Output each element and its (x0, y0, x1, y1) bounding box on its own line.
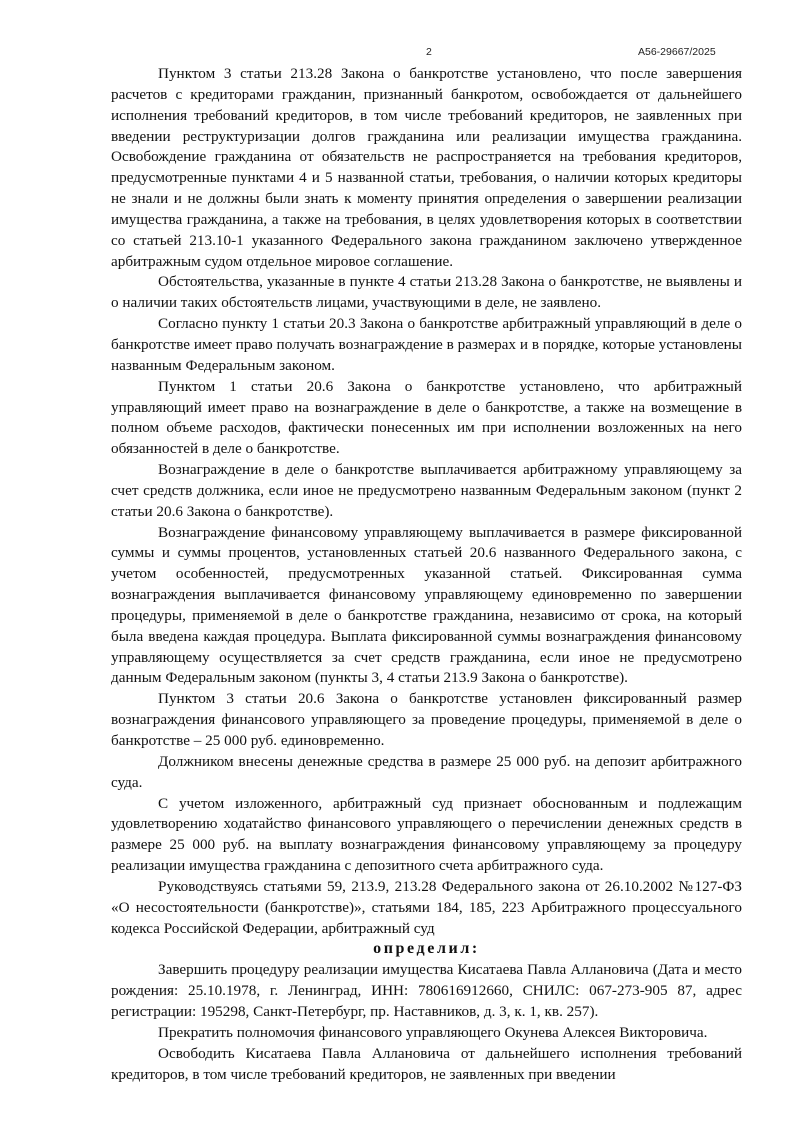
paragraph-legal-basis: Руководствуясь статьями 59, 213.9, 213.28 Федерального закона от 26.10.2002 №127-ФЗ «О несостоятельности (банкротстве)», статьями 184, 185, 223 Арбитражного процессуального кодекса Российской Федерации, арбитражный суд (111, 877, 742, 937)
page-number: 2 (426, 46, 432, 58)
paragraph-circumstances: Обстоятельства, указанные в пункте 4 статьи 213.28 Закона о банкротстве, не выявлены и о наличии таких обстоятельств лицами, участвующими в деле, не заявлено. (111, 273, 742, 312)
paragraph-manager-rights: Согласно пункту 1 статьи 20.3 Закона о банкротстве арбитражный управляющий в деле о банкротстве имеет право получать вознаграждение в размерах и в порядке, которые установлены названным Федеральным законом. (111, 315, 742, 374)
paragraph-court-finding: С учетом изложенного, арбитражный суд признает обоснованным и подлежащим удовлетворению ходатайство финансового управляющего о перечислении денежных средств в размере 25 000 руб. на выплату вознаграждения финансовому управляющему за процедуру реализации имущества гражданина с депозитного счета арбитражного суда. (111, 794, 742, 875)
paragraph-release-rule: Пунктом 3 статьи 213.28 Закона о банкротстве установлено, что после завершения расчетов с кредиторами гражданин, признанный банкротом, освобождается от дальнейшего исполнения требований кредиторов, в том числе требований кредиторов, не заявленных при введении реструктуризации долгов гражданина или реализации имущества гражданина. Освобождение гражданина от обязательств не распространяется на требования кредиторов, предусмотренные пунктами 4 и 5 названной статьи, требования, о наличии которых кредиторы не знали и не должны были знать к моменту принятия определения о завершении реализации имущества гражданина, а также на требования, в целях удовлетворения которых в соответствии со статьей 213.10-1 указанного Федерального закона гражданином заключено утвержденное арбитражным судом отдельное мировое соглашение. (111, 65, 742, 270)
ruling-release-debtor: Освободить Кисатаева Павла Аллановича от дальнейшего исполнения требований кредиторов, в том числе требований кредиторов, не заявленных при введении (111, 1044, 742, 1083)
case-number: А56-29667/2025 (638, 46, 716, 58)
paragraph-remuneration-source: Вознаграждение в деле о банкротстве выплачивается арбитражному управляющему за счет средств должника, если иное не предусмотрено названным Федеральным законом (пункт 2 статьи 20.6 Закона о банкротстве). (111, 461, 742, 520)
paragraph-deposit: Должником внесены денежные средства в размере 25 000 руб. на депозит арбитражного суда. (111, 752, 742, 791)
ruling-title: определил: (373, 940, 480, 958)
page-header (0, 46, 800, 62)
paragraph-remuneration-right: Пунктом 1 статьи 20.6 Закона о банкротстве установлено, что арбитражный управляющий имеет право на вознаграждение в деле о банкротстве, а также на возмещение в полном объеме расходов, фактически понесенных им при исполнении возложенных на него обязанностей в деле о банкротстве. (111, 377, 742, 458)
document-body (111, 64, 742, 1085)
ruling-complete-procedure: Завершить процедуру реализации имущества Кисатаева Павла Аллановича (Дата и место рождения: 25.10.1978, г. Ленинград, ИНН: 780616912660, СНИЛС: 067-273-905 87, адрес регистрации: 195298, Санкт-Петербург, пр. Наставников, д. 3, к. 1, кв. 257). (111, 961, 742, 1020)
paragraph-fixed-amount: Пунктом 3 статьи 20.6 Закона о банкротстве установлен фиксированный размер вознаграждения финансового управляющего за проведение процедуры, применяемой в деле о банкротстве – 25 000 руб. единовременно. (111, 690, 742, 749)
ruling-terminate-powers: Прекратить полномочия финансового управляющего Окунева Алексея Викторовича. (158, 1023, 708, 1041)
paragraph-fixed-sum: Вознаграждение финансовому управляющему выплачивается в размере фиксированной суммы и суммы процентов, установленных статьей 20.6 названного Федерального закона, с учетом особенностей, предусмотренных указанной статьей. Фиксированная сумма вознаграждения выплачивается финансовому управляющему единовременно по завершении процедуры, применяемой в деле о банкротстве гражданина, независимо от срока, на который была введена каждая процедура. Выплата фиксированной суммы вознаграждения финансовому управляющему осуществляется за счет средств гражданина, если иное не предусмотрено данным Федеральным законом (пункты 3, 4 статьи 213.9 Закона о банкротстве). (111, 523, 742, 687)
